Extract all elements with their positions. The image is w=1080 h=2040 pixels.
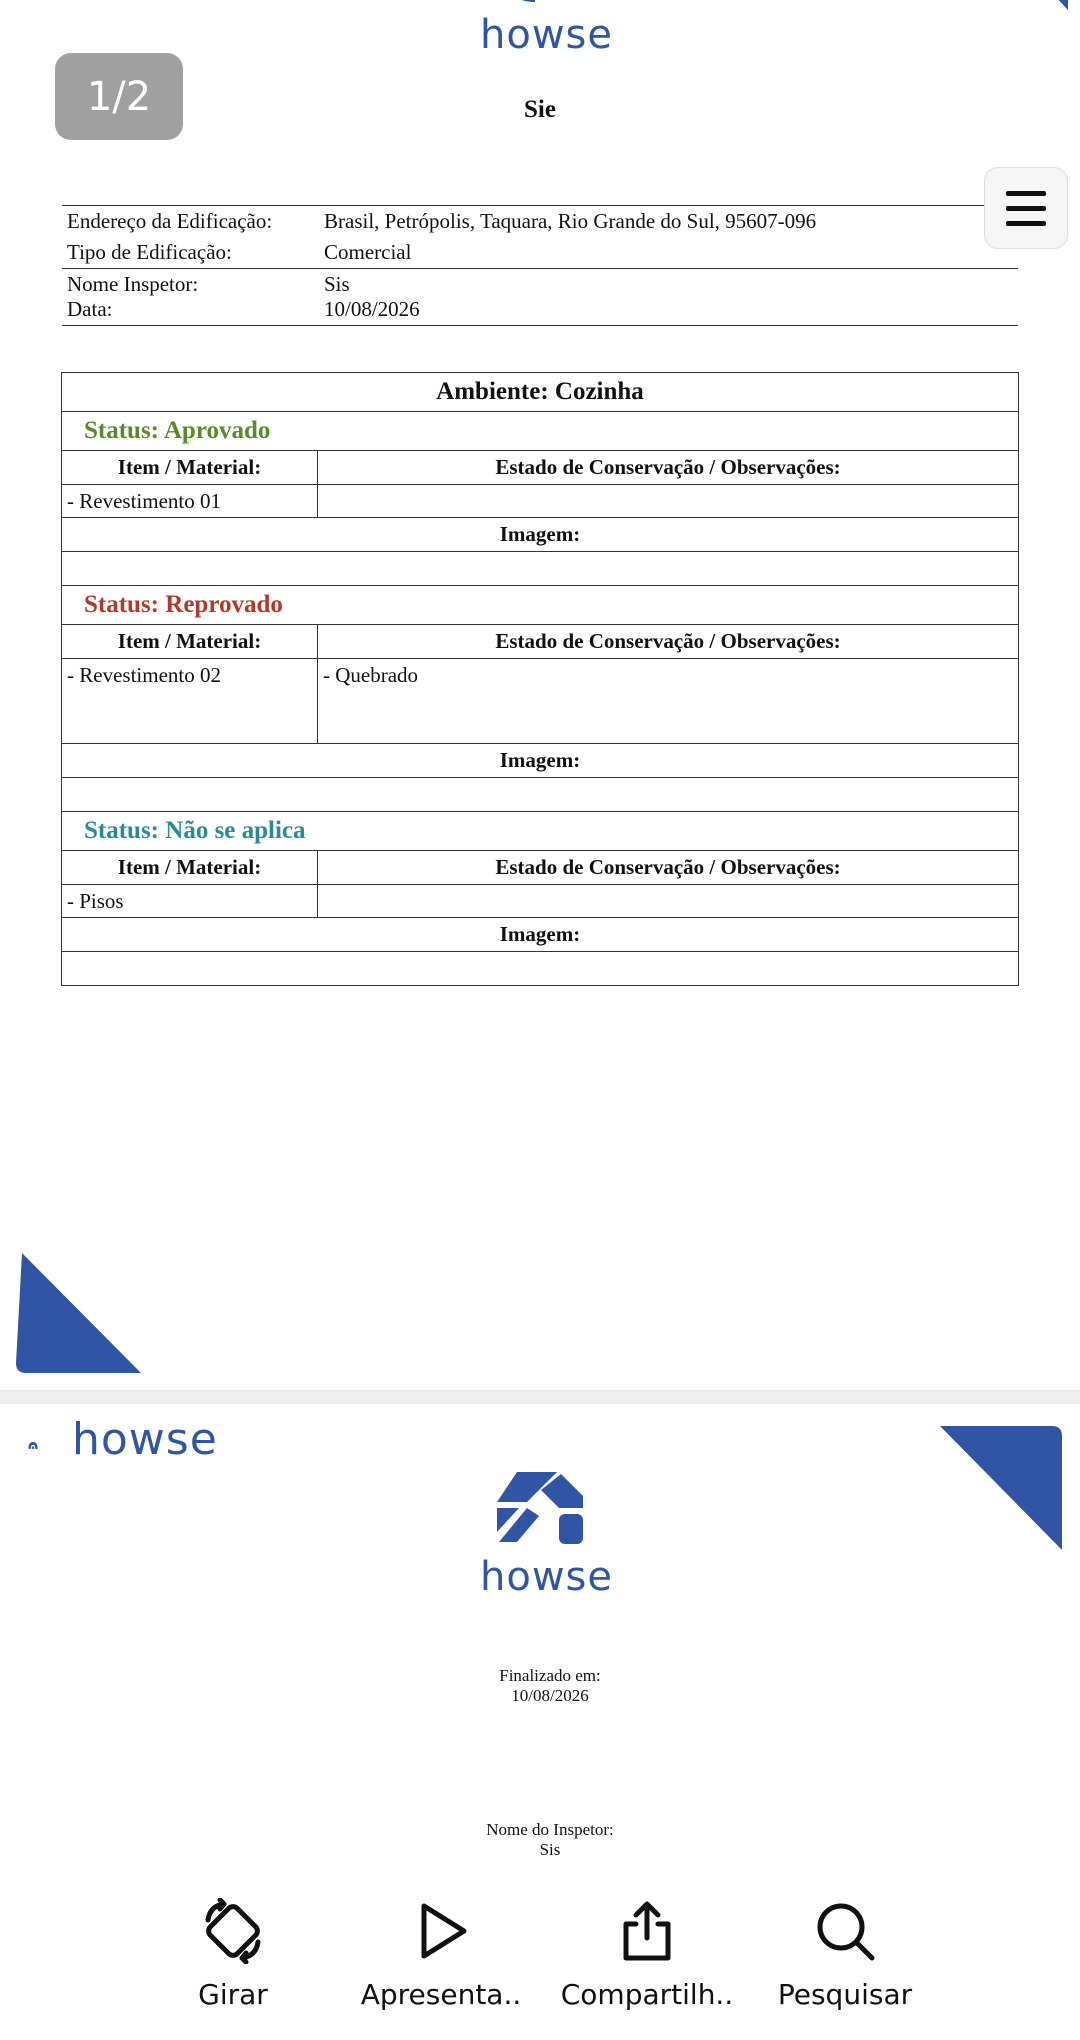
image-label: Imagem: (62, 744, 1019, 778)
obs-cell (318, 485, 1019, 518)
item-cell: - Revestimento 02 (62, 659, 318, 744)
date-row (67, 297, 1013, 322)
obs-cell (318, 885, 1019, 918)
obs-header: Estado de Conservação / Observações: (318, 851, 1019, 885)
search-label: Pesquisar (777, 1978, 913, 2011)
inspector-name-label: Nome do Inspetor: (486, 1820, 614, 1839)
share-label: Compartilh.. (560, 1978, 734, 2011)
address-label: Endereço da Edificação: (67, 209, 273, 233)
date-label: Data: (67, 297, 113, 321)
page-counter: 1/2 (55, 53, 183, 140)
image-cell (62, 552, 1019, 586)
finalized-block (0, 1666, 1080, 1706)
inspector-block (0, 1820, 1080, 1860)
item-header: Item / Material: (62, 625, 318, 659)
present-label: Apresenta.. (360, 1978, 522, 2011)
status-not-applicable: Status: Não se aplica (62, 812, 1019, 851)
finalized-value: 10/08/2026 (511, 1686, 589, 1705)
type-row (62, 237, 1018, 269)
item-header: Item / Material: (62, 451, 318, 485)
share-icon (614, 1898, 680, 1964)
howse-brand-text: howse (72, 1414, 218, 1465)
item-cell: - Revestimento 01 (62, 485, 318, 518)
status-approved: Status: Aprovado (62, 412, 1019, 451)
corner-decoration (940, 1426, 1062, 1550)
obs-header: Estado de Conservação / Observações: (318, 625, 1019, 659)
report-title: Sie (524, 96, 556, 123)
rotate-button[interactable] (133, 1898, 333, 2011)
image-label: Imagem: (62, 918, 1019, 952)
howse-brand-mark (28, 1420, 78, 1470)
address-row (62, 206, 1018, 237)
rotate-icon (200, 1898, 266, 1964)
address-value: Brasil, Petrópolis, Taquara, Rio Grande do Sul, 95607-096 (324, 209, 817, 233)
image-cell (62, 952, 1019, 986)
inspector-date-block (62, 269, 1018, 326)
image-cell (62, 778, 1019, 812)
type-label: Tipo de Edificação: (67, 240, 232, 264)
inspector-label: Nome Inspetor: (67, 272, 199, 296)
howse-logo-mark (505, 0, 585, 2)
item-header: Item / Material: (62, 851, 318, 885)
howse-logo-text: howse (480, 1554, 613, 1600)
inspector-name-value: Sis (539, 1840, 561, 1859)
obs-header: Estado de Conservação / Observações: (318, 451, 1019, 485)
corner-decoration (16, 1253, 141, 1375)
status-rejected: Status: Reprovado (62, 586, 1019, 625)
rotate-label: Girar (198, 1978, 268, 2011)
finalized-label: Finalizado em: (499, 1666, 601, 1685)
search-button[interactable] (745, 1898, 945, 2011)
type-value: Comercial (324, 240, 412, 264)
environment-title: Ambiente: Cozinha (62, 373, 1019, 412)
item-cell: - Pisos (62, 885, 318, 918)
date-value: 10/08/2026 (324, 297, 420, 321)
environment-table (61, 372, 1019, 986)
inspector-value: Sis (324, 272, 350, 296)
image-label: Imagem: (62, 518, 1019, 552)
play-icon (408, 1898, 474, 1964)
share-button[interactable] (547, 1898, 747, 2011)
hamburger-menu-icon[interactable] (984, 167, 1068, 249)
search-icon (812, 1898, 878, 1964)
howse-logo-mark (497, 1472, 583, 1548)
corner-decoration (1040, 0, 1068, 10)
building-info (62, 205, 1018, 326)
obs-cell: - Quebrado (318, 659, 1019, 744)
inspector-row (67, 272, 1013, 297)
bottom-toolbar (0, 1880, 1080, 2040)
howse-logo-text: howse (480, 12, 613, 58)
present-button[interactable] (341, 1898, 541, 2011)
